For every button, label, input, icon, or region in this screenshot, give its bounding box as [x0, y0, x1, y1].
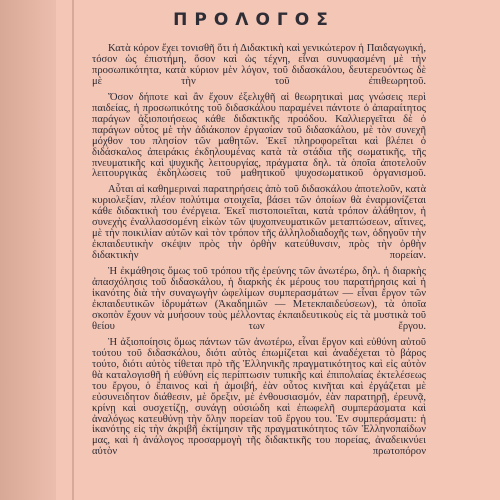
paragraph-3: Αὗται αἱ καθημεριναὶ παρατηρήσεις ἀπὸ τοῦ διδασκάλου ἀποτελοῦν, κατὰ κυριολεξίαν, πλέον πολύτιμα στοιχεῖα, βάσει τῶν ὁποίων θὰ ἐναρμονίζεται κάθε διδακτικὴ του ἐνέργεια. Ἐκεῖ πιστοποιεῖται, κατὰ τρόπον ἀλάθητον, ἡ συνεχὴς ἐναλλασσομένη εἰκὼν τῶν ψυχοπνευματικῶν μεταπτώσεων, αἵτινες, μὲ τὴν ποικιλίαν αὐτῶν καὶ τὸν τρόπον τῆς ἀλληλοδιαδοχῆς των, ὁδηγοῦν τὴν ἐκπαιδευτικὴν σκέψιν πρὸς τὴν ὀρθὴν κατεύθυνσιν, πρὸς τὴν ὀρθὴν διδακτικὴν πορείαν. — [92, 184, 426, 262]
body-text — [92, 44, 426, 458]
paragraph-5: Ἡ ἀξιοποίησις ὅμως πάντων τῶν ἀνωτέρω, εἶναι ἔργον καὶ εὐθύνη αὐτοῦ τούτου τοῦ διδασκάλου, διότι αὐτὸς ἐπωμίζεται καὶ ἀναδέχεται τὸ βάρος τούτο, διότι αὐτὸς τίθεται πρὸ τῆς Ἑλληνικῆς πραγματικότητος καὶ εἰς αὐτὸν θὰ καταλογισθῆ ἡ εὐθύνη εἰς περίπτωσιν τυπικῆς καὶ ἐπιπολαίας ἐκτελέσεως του ἔργου, ὁ ἔπαινος καὶ ἡ ἀμοιβή, ἐὰν οὗτος κινῆται καὶ ἐργάζεται μὲ εὐσυνειδητον διάθεσιν, μὲ ὄρεξιν, μὲ ἐνθουσιασμόν, ἐὰν παρατηρῇ, ἐρευνᾷ, κρίνῃ καὶ συσχετίζῃ, συνάγῃ οὐσιώδη καὶ ἐπωφελῆ συμπεράσματα καὶ ἀναλόγως κατευθύνῃ τὴν ὅλην πορείαν τοῦ ἔργου του. Ἐν συμπεράσματι: ἡ ἱκανότης εἰς τὴν ἀκριβῆ ἐκτίμησιν τῆς πραγματικότητος τῶν Ἑλληνοπαίδων μας, καὶ ἡ ἀνάλογος προσαρμογὴ τῆς διδακτικῆς του πορείας, ἀναδεικνύει αὐτὸν πρωτοπόρον — [92, 336, 426, 458]
paragraph-4: Ἡ ἐκμάθησις ὅμως τοῦ τρόπου τῆς ἐρεύνης τῶν ἀνωτέρω, δηλ. ἡ διαρκὴς ἀπασχόλησις τοῦ διδασκάλου, ἡ διαρκὴς ἐκ μέρους του παρατήρησις καὶ ἡ ἱκανότης διὰ τὴν συναγωγὴν ὠφελίμων συμπερασμάτων — εἶναι ἔργον τῶν ἐκπαιδευτικῶν ἱδρυμάτων (Ἀκαδημιῶν — Μετεκπαιδεύσεων), τὰ ὁποῖα σκοπὸν ἔχουν νὰ μυήσουν τοὺς μέλλοντας ἐκπαιδευτικοὺς εἰς τὰ μυστικὰ τοῦ θείου των ἔργου. — [92, 266, 426, 332]
page-title: ΠΡΟΛΟΓΟΣ — [173, 10, 335, 30]
page-fold-line — [72, 0, 74, 500]
left-page-shadow — [0, 0, 60, 500]
paragraph-2: Ὅσον δήποτε καὶ ἂν ἔχουν ἐξελιχθῆ αἱ θεωρητικαὶ μας γνώσεις περὶ παιδείας, ἡ προσωπικότης τοῦ διδασκάλου παραμένει πάντοτε ὁ ἀπαραίτητος παράγων ἀξιοποιήσεως κάθε διδακτικῆς προόδου. Καλλιεργεῖται δὲ ὁ παράγων οὗτος μὲ τὴν ἀδιάκοπον ἐργασίαν τοῦ διδασκάλου, μὲ τὸν συνεχῆ μόχθον του πλησίον τῶν μαθητῶν. Ἐκεῖ πληροφορεῖται καὶ βλέπει ὁ διδάσκαλος ἀπειράκις ἐκδηλουμένας κατὰ τὰ στάδια τῆς σωματικῆς, τῆς πνευματικῆς καὶ ψυχικῆς λειτουργίας, πράγματα δηλ. τὰ ὁποῖα ἀποτελοῦν λειτουργικὰς ἐκδηλώσεις τοῦ μαθητικοῦ ψυχοσωματικοῦ ὀργανισμοῦ. — [92, 91, 426, 180]
paragraph-1: Κατὰ κόρον ἔχει τονισθῆ ὅτι ἡ Διδακτικὴ καὶ γενικώτερον ἡ Παιδαγωγική, τόσον ὡς ἐπιστήμη, ὅσον καὶ ὡς τέχνη, εἶναι συνυφασμένη μὲ τὴν προσωπικότητα, κατὰ κύριον μὲν λόγον, τοῦ διδασκάλου, δευτερευόντως δὲ μὲ τὴν τοῦ ἐπιθεωρητοῦ. — [92, 43, 426, 87]
